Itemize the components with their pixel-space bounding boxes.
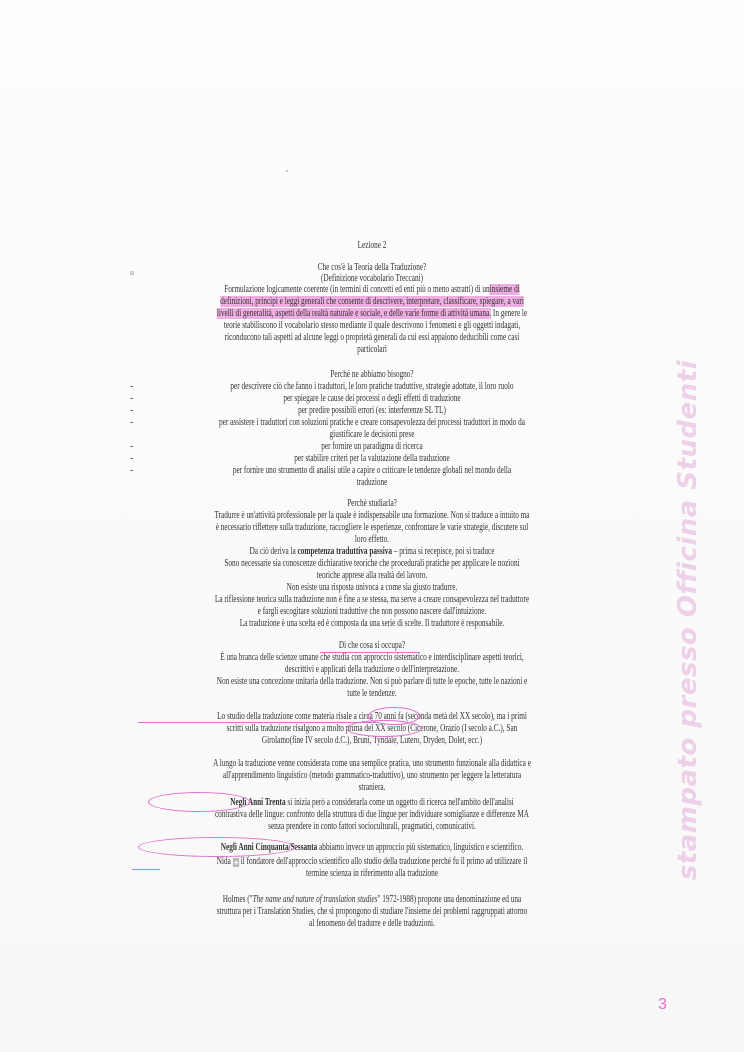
bullet-dash: - <box>130 405 134 416</box>
watermark: stampato presso Officina Studenti <box>673 359 703 881</box>
page-number: 3 <box>658 996 667 1013</box>
section3-line: teoriche apprese alla realtà del lavoro. <box>316 570 428 581</box>
section4-line: descrittivi e applicati della traduzione o dell'interpretazione. <box>284 664 460 675</box>
highlighted-text: insieme di <box>489 284 520 295</box>
history-line: Lo studio della traduzione come materia risale a circa 70 anni fa (seconda metà del XX secolo), ma i primi <box>217 711 527 722</box>
competenza-line <box>112 546 632 558</box>
arrow-icon: ➜ <box>233 858 239 867</box>
section2-title: Perché ne abbiamo bisogno? <box>330 369 414 380</box>
bullet-item: per predire possibili errori (es: interferenze SL TL) <box>298 405 446 416</box>
holmes-pre: Holmes (" <box>222 894 253 905</box>
definition-text: Formulazione logicamente coerente (in termini di concetti ed enti più o meno astratti) di un <box>224 284 490 295</box>
cinquanta-post: abbiamo invece un approccio più sistematico, linguistico e scientifico. <box>317 842 524 853</box>
section4-line: È una branca delle scienze umane che studia con approccio sistematico e interdisciplinare aspetti teorici, <box>220 652 524 663</box>
stray-mark: , <box>286 164 288 173</box>
nida-post: il fondatore dell'approccio scientifico allo studio della traduzione perché fu il primo ad utilizzare il <box>238 856 528 867</box>
history-line: scritti sulla traduzione risalgono a molto prima del XX secolo (Cicerone, Orazio (I secolo a.C.), San <box>226 723 518 734</box>
trenta-bold: Negli Anni Trenta <box>230 797 286 808</box>
circle-xx-secolo <box>346 720 422 737</box>
section1-subtitle: (Definizione vocabolario Treccani) <box>320 273 424 284</box>
holmes-italic: The name and nature of translation studies <box>252 894 378 905</box>
section4-title: Di che cosa si occupa? <box>338 640 406 651</box>
section3-line: e fargli escogitare soluzioni traduttive che non possono nascere dall'intuizione. <box>257 606 487 617</box>
section3-line: La traduzione è una scelta ed è composta da una serie di scelte. Il traduttore è responsabile. <box>239 618 505 629</box>
bullet-item: giustificare le decisioni prese <box>329 429 415 440</box>
section4-line: tutte le tendenze. <box>347 688 397 699</box>
holmes-post: " 1972-1988) propone una denominazione ed una <box>377 894 522 905</box>
competenza-post: – prima si recepisce, poi si traduce <box>391 546 495 557</box>
section3-line: loro effetto. <box>354 534 390 545</box>
nida-name: Nida <box>216 856 231 867</box>
lesson-title: Lezione 2 <box>357 240 387 251</box>
section1-title: Che cos'è la Teoria della Traduzione? <box>317 262 427 273</box>
bullet-dash: - <box>130 393 134 404</box>
highlighted-text: definizioni, principi e leggi generali che consente di descrivere, interpretare, classificare, spiegare, a vari <box>220 296 524 307</box>
bullet-item: per descrivere ciò che fanno i traduttori, le loro pratiche traduttive, strategie adottate, il loro ruolo <box>230 381 514 392</box>
section4-line: Non esiste una concezione unitaria della traduzione. Non si può parlare di tutte le epoche, tutte le nazioni e <box>216 676 528 687</box>
bullet-item: per fornire uno strumento di analisi utile a capire o criticare le tendenze globali nel mondo della <box>232 465 512 476</box>
highlighted-text: livelli di generalità, aspetti della realtà naturale e sociale, e delle varie forme di attività umana. <box>216 308 492 319</box>
bullet-dash: - <box>130 465 134 476</box>
bullet-item: per stabilire criteri per la valutazione della traduzione <box>294 453 450 464</box>
nida-line: termine scienza in riferimento alla traduzione <box>305 868 439 879</box>
competenza-pre: Da ciò deriva la <box>249 546 298 557</box>
circle-anni-cinquanta <box>138 837 296 857</box>
bullet-dash: - <box>130 441 134 452</box>
definition-line <box>112 284 632 296</box>
holmes-line <box>112 894 632 906</box>
definition-line <box>112 296 632 308</box>
history-underline <box>138 722 376 723</box>
pratica-line: straniera. <box>358 782 386 793</box>
section3-line: Non esiste una risposta univoca a come sia giusto tradurre. <box>286 582 458 593</box>
margin-mark: u <box>130 268 134 277</box>
definition-text: In genere le <box>491 308 528 319</box>
bullet-dash: - <box>130 417 134 428</box>
pratica-line: all'apprendimento linguistico (metodo grammatico-traduttivo), uno strumento per leggere la letteratura <box>222 770 522 781</box>
history-line: Girolamo(fine IV secolo d.C.), Bruni, Tyndale, Lutero, Dryden, Dolet, ecc.) <box>261 735 483 746</box>
bullet-item: per spiegare le cause dei processi o degli effetti di traduzione <box>283 393 461 404</box>
definition-text: riconducono tali aspetti ad alcune leggi o proprietà generali da cui essi appaiono deducibili come casi <box>224 332 520 343</box>
section3-line: Sono necessarie sia conoscenze dichiarative teoriche che procedurali pratiche per applicare le nozioni <box>224 558 520 569</box>
bullet-item: per assistere i traduttori con soluzioni pratiche e creare consapevolezza dei processi traduttori in modo da <box>219 417 525 428</box>
pratica-line: A lungo la traduzione venne considerata come una semplice pratica, uno strumento funzionale alla didattica e <box>213 758 531 769</box>
trenta-line: contrastiva delle lingue: confronto della struttura di due lingue per individuare somiglianze e differenze MA <box>214 809 530 820</box>
definition-text: particolari <box>357 344 387 355</box>
section3-line: Tradurre è un'attività professionale per la quale è indispensabile una formazione. Non si traduce a intuito ma <box>214 510 530 521</box>
bullet-dash: - <box>130 453 134 464</box>
bullet-item: traduzione <box>356 477 388 488</box>
section3-line: è necessario riflettere sulla traduzione, raccogliere le esperienze, confrontare le varie strategie, discutere sul <box>215 522 529 533</box>
trenta-line: senza prendere in conto fattori socioculturali, pragmatici, comunicativi. <box>268 821 476 832</box>
definition-line <box>112 308 632 320</box>
trenta-post: si inizia però a considerarla come un oggetto di ricerca nell'ambito dell'analisi <box>285 797 514 808</box>
definition-line <box>112 332 632 344</box>
bullet-dash: - <box>130 381 134 392</box>
nida-line <box>112 856 632 868</box>
section3-line: La riflessione teorica sulla traduzione non è fine a se stessa, ma serve a creare consapevolezza nel traduttore <box>214 594 530 605</box>
cinquanta-bold: Negli Anni Cinquanta/Sessanta <box>220 842 318 853</box>
bullet-item: per fornire un paradigma di ricerca <box>321 441 423 452</box>
holmes-line: struttura per i Translation Studies, che si propongono di studiare l'insieme dei problemi raggruppati attorno <box>216 906 528 917</box>
holmes-line: al fenomeno del tradurre e delle traduzioni. <box>309 918 435 929</box>
definition-text: teorie stabiliscono il vocabolario stesso mediante il quale descrivono i fenomeni e gli oggetti indagati, <box>223 320 521 331</box>
definition-line <box>112 320 632 332</box>
competenza-bold: competenza traduttiva passiva <box>297 546 392 557</box>
section3-title: Perché studiarla? <box>347 498 397 509</box>
definition-line <box>112 344 632 356</box>
